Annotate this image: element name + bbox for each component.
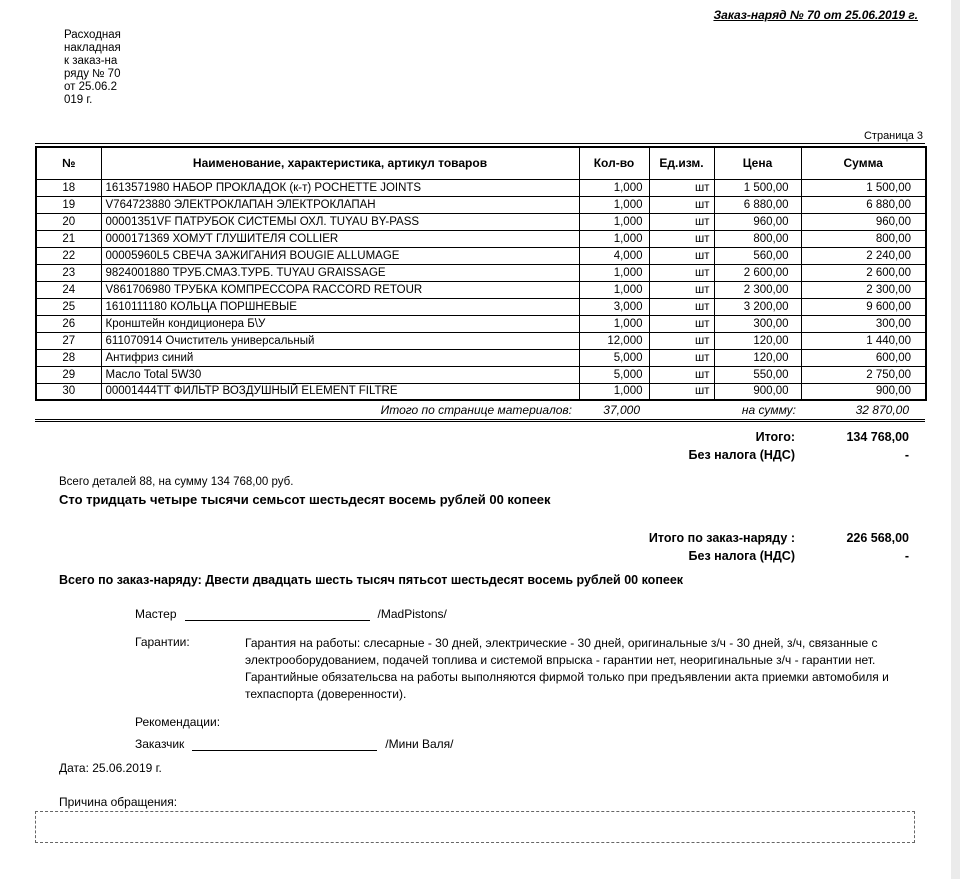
cell-qty: 1,000: [579, 383, 649, 400]
cell-sum: 2 300,00: [801, 281, 926, 298]
cell-name: 00005960L5 СВЕЧА ЗАЖИГАНИЯ BOUGIE ALLUMAGE: [101, 247, 579, 264]
cell-price: 2 300,00: [714, 281, 801, 298]
cell-sum: 1 440,00: [801, 332, 926, 349]
cell-unit: шт: [649, 179, 714, 196]
master-signature-row: [135, 603, 925, 621]
details-summary: Всего деталей 88, на сумму 134 768,00 руб.: [59, 476, 294, 488]
cell-sum: 2 240,00: [801, 247, 926, 264]
warranty-text: Гарантия на работы: слесарные - 30 дней, электрические - 30 дней, оригинальные з/ч - 30 дней, з/ч, связанные с электрооборудованием, подачей топлива и системой впрыска - гарантии нет, неоригинальные з/ч - гарантии нет. Гарантийные обязательсва на работы выполняются фирмой только при предъявлении акта приемки автомобиля и техпаспорта (доверенности).: [245, 636, 889, 701]
cell-sum: 1 500,00: [801, 179, 926, 196]
order-total-value: 226 568,00: [846, 531, 909, 545]
cell-price: 300,00: [714, 315, 801, 332]
cell-name: 0000171369 ХОМУТ ГЛУШИТЕЛЯ COLLIER: [101, 230, 579, 247]
order-no-vat-value: -: [904, 549, 909, 563]
cell-qty: 3,000: [579, 298, 649, 315]
cell-unit: шт: [649, 315, 714, 332]
order-total-label: Итого по заказ-наряду :: [648, 531, 795, 545]
cell-unit: шт: [649, 366, 714, 383]
cell-number: 30: [36, 383, 101, 400]
cell-name: 611070914 Очиститель универсальный: [101, 332, 579, 349]
order-no-vat-label: Без налога (НДС): [688, 549, 795, 563]
cell-number: 23: [36, 264, 101, 281]
cell-qty: 5,000: [579, 349, 649, 366]
cell-number: 29: [36, 366, 101, 383]
table-row: [36, 298, 926, 315]
table-row: [36, 196, 926, 213]
cell-number: 19: [36, 196, 101, 213]
cell-name: V764723880 ЭЛЕКТРОКЛАПАН ЭЛЕКТРОКЛАПАН: [101, 196, 579, 213]
cell-name: Масло Total 5W30: [101, 366, 579, 383]
cell-sum: 800,00: [801, 230, 926, 247]
table-row: [36, 281, 926, 298]
no-vat-value: -: [904, 448, 909, 462]
total-label: Итого:: [755, 430, 795, 444]
cell-qty: 1,000: [579, 281, 649, 298]
cell-qty: 1,000: [579, 196, 649, 213]
table-row: [36, 315, 926, 332]
master-signature-line: [185, 607, 370, 621]
cell-price: 6 880,00: [714, 196, 801, 213]
table-row: [36, 349, 926, 366]
cell-sum: 9 600,00: [801, 298, 926, 315]
date-line: Дата: 25.06.2019 г.: [59, 761, 162, 775]
page-total-label: Итого по странице материалов:: [380, 403, 572, 417]
cell-price: 900,00: [714, 383, 801, 400]
cell-unit: шт: [649, 247, 714, 264]
table-row: [36, 247, 926, 264]
cell-sum: 960,00: [801, 213, 926, 230]
cell-unit: шт: [649, 230, 714, 247]
column-header-name: Наименование, характеристика, артикул товаров: [101, 147, 579, 179]
cell-name: Кронштейн кондиционера Б\У: [101, 315, 579, 332]
cell-sum: 900,00: [801, 383, 926, 400]
cell-sum: 2 750,00: [801, 366, 926, 383]
cell-qty: 1,000: [579, 230, 649, 247]
cell-name: 9824001880 ТРУБ.СМАЗ.ТУРБ. TUYAU GRAISSAGE: [101, 264, 579, 281]
cell-unit: шт: [649, 383, 714, 400]
cell-price: 560,00: [714, 247, 801, 264]
column-header-sum: Сумма: [801, 147, 926, 179]
cell-name: V861706980 ТРУБКА КОМПРЕССОРА RACCORD RETOUR: [101, 281, 579, 298]
total-row: [35, 428, 925, 446]
cell-qty: 1,000: [579, 315, 649, 332]
cell-unit: шт: [649, 196, 714, 213]
cell-unit: шт: [649, 298, 714, 315]
column-header-price: Цена: [714, 147, 801, 179]
cell-qty: 1,000: [579, 213, 649, 230]
cell-name: Антифриз синий: [101, 349, 579, 366]
scrollbar-track[interactable]: [951, 0, 960, 879]
page-total-row: [35, 401, 925, 419]
cell-unit: шт: [649, 264, 714, 281]
table-row: [36, 332, 926, 349]
master-name: /MadPistons/: [377, 607, 447, 621]
cell-price: 800,00: [714, 230, 801, 247]
cell-number: 24: [36, 281, 101, 298]
amount-in-words: Сто тридцать четыре тысячи семьсот шестьдесят восемь рублей 00 копеек: [59, 492, 551, 507]
table-row: [36, 230, 926, 247]
warranty-block: [135, 635, 925, 703]
cell-number: 18: [36, 179, 101, 196]
table-row: [36, 213, 926, 230]
cell-price: 3 200,00: [714, 298, 801, 315]
items-table: [35, 146, 927, 401]
order-total-in-words: Всего по заказ-наряду: Двести двадцать шесть тысяч пятьсот шестьдесят восемь рублей 00 копеек: [59, 573, 684, 587]
order-total-row: [35, 529, 925, 547]
header-rule: [35, 143, 925, 144]
page-total-sum: 32 870,00: [855, 403, 909, 417]
total-value: 134 768,00: [846, 430, 909, 444]
cell-unit: шт: [649, 281, 714, 298]
cell-sum: 2 600,00: [801, 264, 926, 281]
cell-price: 1 500,00: [714, 179, 801, 196]
cell-number: 28: [36, 349, 101, 366]
main-content: [35, 146, 925, 843]
reason-label: Причина обращения:: [59, 795, 178, 809]
cell-price: 120,00: [714, 332, 801, 349]
cell-name: 00001444TT ФИЛЬТР ВОЗДУШНЫЙ ELEMENT FILTRE: [101, 383, 579, 400]
customer-name: /Мини Валя/: [385, 737, 454, 751]
column-header-number: №: [36, 147, 101, 179]
no-vat-label: Без налога (НДС): [688, 448, 795, 462]
cell-qty: 5,000: [579, 366, 649, 383]
cell-unit: шт: [649, 332, 714, 349]
double-rule: [35, 419, 925, 422]
table-row: [36, 366, 926, 383]
table-row: [36, 179, 926, 196]
customer-signature-row: [135, 733, 925, 751]
no-vat-row: [35, 446, 925, 464]
cell-sum: 600,00: [801, 349, 926, 366]
cell-sum: 300,00: [801, 315, 926, 332]
cell-qty: 1,000: [579, 179, 649, 196]
column-header-qty: Кол-во: [579, 147, 649, 179]
order-title: Заказ-наряд № 70 от 25.06.2019 г.: [713, 8, 918, 22]
table-header-row: [36, 147, 926, 179]
cell-number: 25: [36, 298, 101, 315]
page-number-label: Страница 3: [863, 130, 923, 142]
cell-name: 1613571980 НАБОР ПРОКЛАДОК (к-т) POCHETTE JOINTS: [101, 179, 579, 196]
warranty-label: Гарантии:: [135, 635, 190, 649]
cell-number: 20: [36, 213, 101, 230]
column-header-unit: Ед.изм.: [649, 147, 714, 179]
cell-number: 22: [36, 247, 101, 264]
reason-input-box: [35, 811, 915, 843]
cell-name: 00001351VF ПАТРУБОК СИСТЕМЫ ОХЛ. TUYAU BY-PASS: [101, 213, 579, 230]
cell-price: 120,00: [714, 349, 801, 366]
master-label: Мастер: [135, 607, 177, 621]
cell-price: 960,00: [714, 213, 801, 230]
page-total-qty: 37,000: [603, 403, 640, 417]
cell-unit: шт: [649, 349, 714, 366]
order-no-vat-row: [35, 547, 925, 565]
cell-sum: 6 880,00: [801, 196, 926, 213]
cell-unit: шт: [649, 213, 714, 230]
cell-number: 27: [36, 332, 101, 349]
cell-number: 21: [36, 230, 101, 247]
customer-label: Заказчик: [135, 737, 185, 751]
customer-signature-line: [192, 737, 377, 751]
cell-number: 26: [36, 315, 101, 332]
cell-qty: 1,000: [579, 264, 649, 281]
table-row: [36, 264, 926, 281]
table-row: [36, 383, 926, 400]
cell-price: 550,00: [714, 366, 801, 383]
cell-name: 1610111180 КОЛЬЦА ПОРШНЕВЫЕ: [101, 298, 579, 315]
page-total-sum-label: на сумму:: [741, 403, 796, 417]
recommendations-label: Рекомендации:: [135, 715, 221, 729]
cell-qty: 12,000: [579, 332, 649, 349]
cell-qty: 4,000: [579, 247, 649, 264]
cell-price: 2 600,00: [714, 264, 801, 281]
left-note: Расходная накладная к заказ-наряду № 70 от 25.06.2019 г.: [64, 29, 121, 106]
